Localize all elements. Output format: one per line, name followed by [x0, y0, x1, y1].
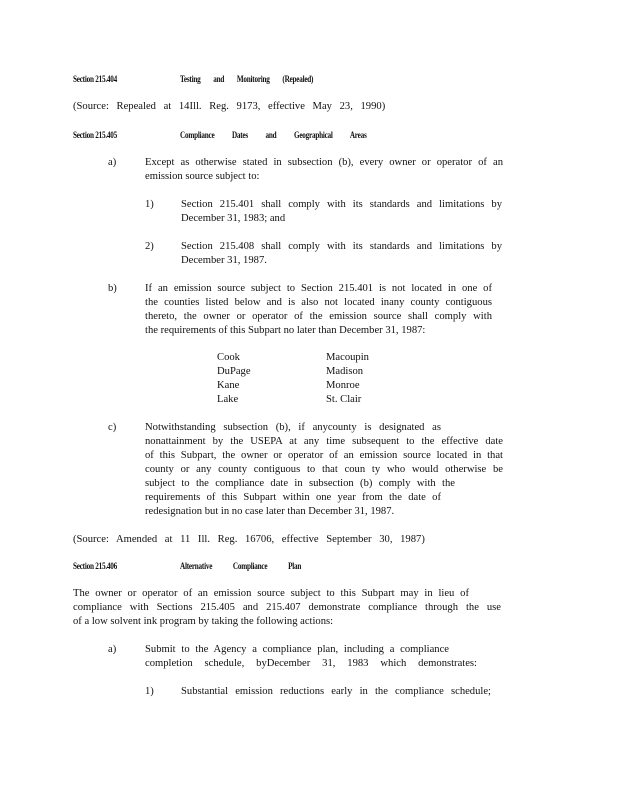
- item-2-label: 2): [145, 241, 154, 252]
- county-list-right: [326, 351, 369, 407]
- section-405-number: Section 215.405: [73, 130, 117, 140]
- county-name: Madison: [326, 366, 364, 377]
- county-name: Kane: [217, 380, 240, 391]
- subsection-a-text-406: [145, 643, 477, 671]
- subsection-c-label: c): [108, 422, 117, 433]
- section-404-number: Section 215.404: [73, 74, 117, 84]
- text-line: December 31, 1983; and: [181, 213, 286, 224]
- subsection-b-text: [145, 282, 492, 338]
- item-1-label-406: 1): [145, 686, 154, 697]
- text-line: redesignation but in no case later than December 31, 1987.: [145, 506, 395, 517]
- text-line: subject to the compliance date in subsection (b) comply with the: [145, 478, 455, 489]
- text-line: Substantial emission reductions early in the compliance schedule;: [181, 686, 491, 697]
- county-name: Cook: [217, 352, 240, 363]
- item-1-text: [181, 198, 502, 226]
- item-2-text: [181, 240, 502, 268]
- subsection-c-text: [145, 421, 503, 519]
- item-1-text-406: [181, 685, 491, 699]
- text-line: Except as otherwise stated in subsection (b), every owner or operator of an: [145, 157, 503, 168]
- section-406-number: Section 215.406: [73, 561, 117, 571]
- text-line: December 31, 1987.: [181, 255, 267, 266]
- section-406-title: Alternative Compliance Plan: [180, 561, 302, 571]
- section-406-intro: [73, 587, 501, 629]
- text-line: of this Subpart, the owner or operator of an emission source located in that: [145, 450, 503, 461]
- text-line: completion schedule, byDecember 31, 1983 which demonstrates:: [145, 658, 477, 669]
- county-name: Monroe: [326, 380, 360, 391]
- text-line: Submit to the Agency a compliance plan, including a compliance: [145, 644, 449, 655]
- text-line: If an emission source subject to Section 215.401 is not located in one of: [145, 283, 492, 294]
- text-line: thereto, the owner or operator of the emission source shall comply with: [145, 311, 492, 322]
- text-line: county or any county contiguous to that coun ty who would otherwise be: [145, 464, 503, 475]
- text-line: emission source subject to:: [145, 171, 260, 182]
- county-name: St. Clair: [326, 394, 362, 405]
- text-line: Section 215.408 shall comply with its standards and limitations by: [181, 241, 502, 252]
- text-line: requirements of this Subpart within one year from the date of: [145, 492, 441, 503]
- subsection-b-label: b): [108, 283, 117, 294]
- section-405-source: (Source: Amended at 11 Ill. Reg. 16706, effective September 30, 1987): [73, 534, 425, 545]
- county-name: Lake: [217, 394, 239, 405]
- text-line: compliance with Sections 215.405 and 215.407 demonstrate compliance through the use: [73, 602, 501, 613]
- text-line: the requirements of this Subpart no later than December 31, 1987:: [145, 325, 426, 336]
- county-name: DuPage: [217, 366, 251, 377]
- county-list-left: [217, 351, 251, 407]
- section-404-source: (Source: Repealed at 14Ill. Reg. 9173, effective May 23, 1990): [73, 101, 386, 112]
- text-line: Section 215.401 shall comply with its standards and limitations by: [181, 199, 502, 210]
- section-405-title: Compliance Dates and Geographical Areas: [180, 130, 367, 140]
- section-404-title: Testing and Monitoring (Repealed): [180, 74, 314, 84]
- text-line: nonattainment by the USEPA at any time subsequent to the effective date: [145, 436, 503, 447]
- text-line: The owner or operator of an emission source subject to this Subpart may in lieu of: [73, 588, 469, 599]
- subsection-a-label-406: a): [108, 644, 117, 655]
- subsection-a-label: a): [108, 157, 117, 168]
- text-line: Notwithstanding subsection (b), if anycounty is designated as: [145, 422, 441, 433]
- county-name: Macoupin: [326, 352, 369, 363]
- text-line: of a low solvent ink program by taking the following actions:: [73, 616, 334, 627]
- item-1-label: 1): [145, 199, 154, 210]
- text-line: the counties listed below and is also not located inany county contiguous: [145, 297, 492, 308]
- subsection-a-text: [145, 156, 503, 184]
